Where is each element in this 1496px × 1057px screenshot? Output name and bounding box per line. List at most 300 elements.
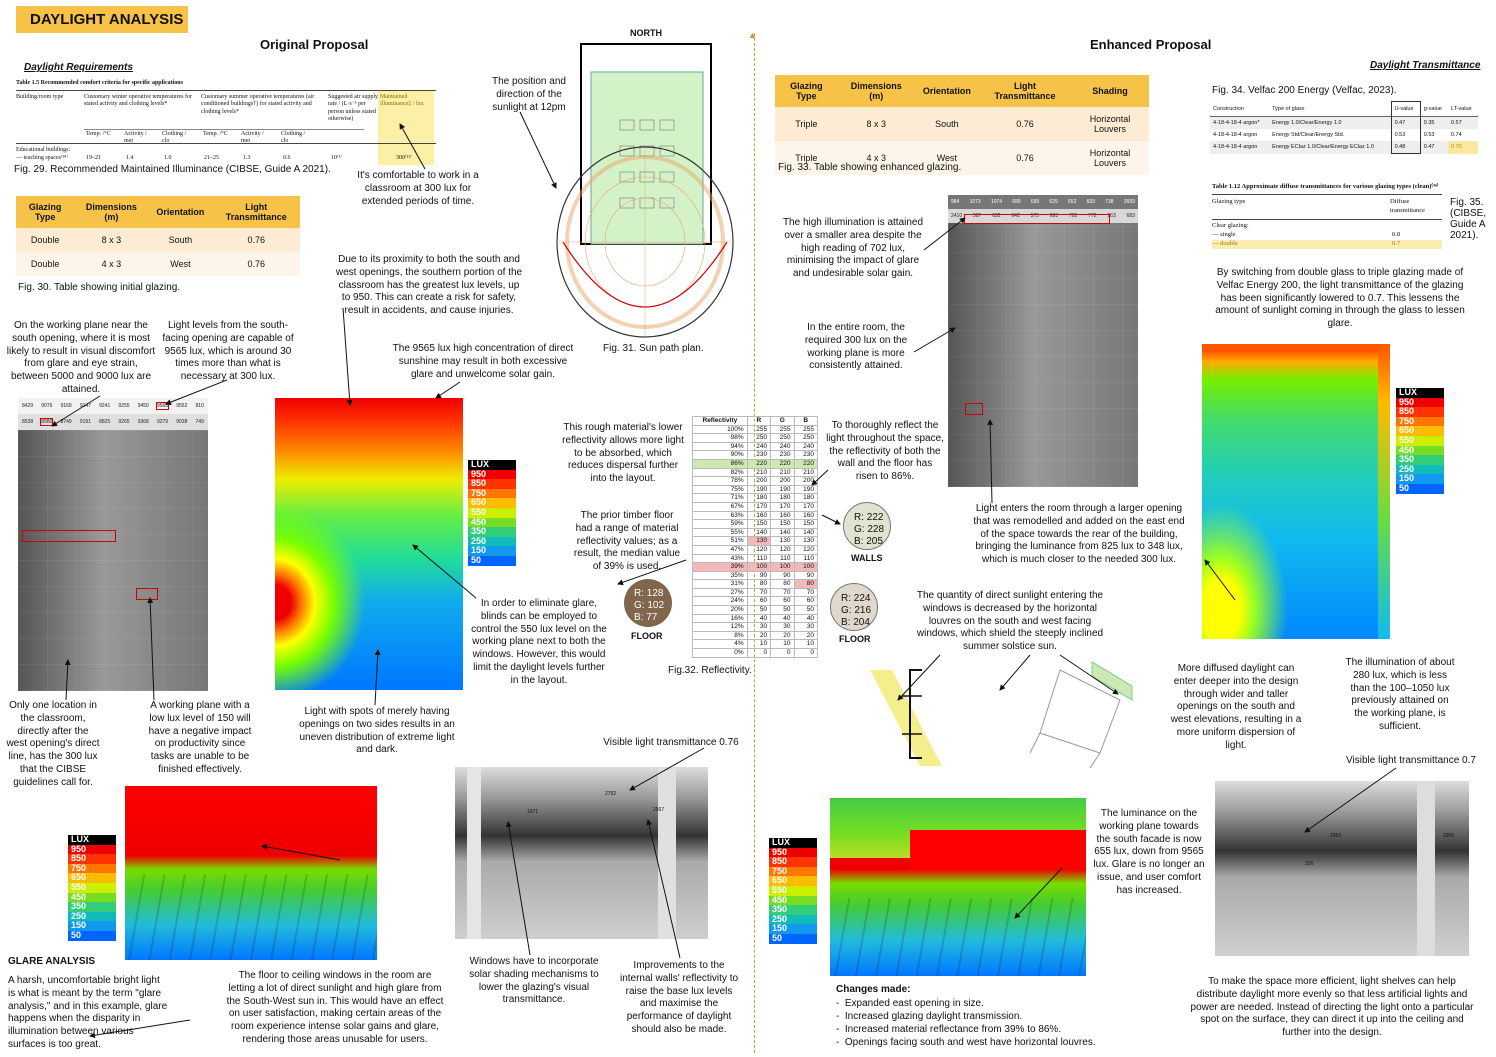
table-cell: 210 (771, 468, 794, 477)
table-cell: 30 (747, 623, 770, 632)
fig30-caption: Fig. 30. Table showing initial glazing. (18, 282, 181, 293)
table-cell: West (148, 252, 212, 276)
table-cell: 250 (747, 434, 770, 443)
table-cell: 240 (771, 442, 794, 451)
table-cell: 50 (771, 606, 794, 615)
render-label: 2363 (1330, 833, 1342, 839)
legend-title: LUX (769, 838, 817, 848)
table-cell: 10 (771, 640, 794, 649)
table-cell: 4-18-4-18-4 argon (1213, 144, 1258, 151)
note-shading: Windows have to incorporate solar shading mechanisms to lower the glazing's visual transmittance. (469, 956, 599, 1006)
table-cell: Triple (775, 141, 838, 175)
table-cell: 190 (771, 485, 794, 494)
table-cell: 120 (771, 545, 794, 554)
change-item: - Openings facing south and west have horizontal louvres. (836, 1037, 1096, 1048)
table-cell: 130 (771, 537, 794, 546)
table-cell: 0.76 (212, 228, 300, 252)
grid-value: 9265 (118, 419, 130, 425)
table-cell: 255 (771, 425, 794, 434)
table-cell: 180 (794, 494, 817, 503)
comfort-note: It's comfortable to work in a classroom at 300 lux for extended periods of time. (357, 170, 479, 207)
table-cell: 0.35 (1423, 120, 1435, 126)
table-cell: 20 (771, 631, 794, 640)
cibse-sub-act-w: Activity / met (124, 131, 147, 145)
original-heading: Original Proposal (260, 37, 369, 52)
table-cell: 70 (794, 588, 817, 597)
note-150: A working plane with a low lux level of 150 will have a negative impact on productivity since tasks are unable to be finished effectively. (148, 700, 252, 775)
note-entire-room: In the entire room, the required 300 lux on the working plane is more consistently attained. (804, 322, 908, 372)
table-cell: West (915, 141, 979, 175)
note-louvres: The quantity of direct sunlight entering the windows is decreased by the horizontal louvres on the south and west facing windows, which shield the steeply inclined summer solstice sun. (916, 590, 1104, 653)
col-header: Orientation (915, 75, 979, 107)
fig33-caption: Fig. 33. Table showing enhanced glazing. (778, 162, 962, 173)
legend-level: 750 (68, 864, 116, 874)
table-cell: 0.53 (1423, 132, 1435, 138)
table-cell: 59% (693, 520, 748, 529)
note-south-opening: On the working plane near the south opening, where it is most likely to result in visual discomfort from glare and eye strain, between 5000 and 9000 lux are attained. (6, 320, 156, 395)
table-cell: 130 (794, 537, 817, 546)
refl-note-reflect: To thoroughly reflect the light throughout the space, the reflectivity of both the wall and the floor has risen to 86%. (826, 420, 944, 483)
table-cell: 140 (747, 528, 770, 537)
table-cell: 240 (747, 442, 770, 451)
table-cell-highlight: 0.70 (1448, 141, 1478, 154)
grid-value: 749 (195, 419, 204, 425)
render-label: 2905 (1443, 833, 1455, 839)
diffuse-single-val: 0.8 (1392, 231, 1401, 239)
table-cell: 12% (693, 623, 748, 632)
table-cell: 35% (693, 571, 748, 580)
note-one-location: Only one location in the classroom, directly after the west opening's direct line, has the 300 lux that the CIBSE guidelines call for. (6, 700, 100, 788)
legend-title: LUX (468, 460, 516, 470)
table-cell: 27% (693, 588, 748, 597)
cibse-val-lux: 300⁽¹¹⁾ (396, 155, 412, 162)
table-cell: 30 (771, 623, 794, 632)
grid-value: 629 (1049, 199, 1058, 205)
legend-level: 150 (769, 924, 817, 934)
table-cell: 80 (747, 580, 770, 589)
table-cell: Energy EClaz 1.0/Clear/Energy EClaz 1.0 (1272, 144, 1374, 151)
table-cell: 31% (693, 580, 748, 589)
change-item: - Expanded east opening in size. (836, 998, 984, 1009)
table-cell: 170 (771, 502, 794, 511)
table-cell: 16% (693, 614, 748, 623)
fig32-caption: Fig.32. Reflectivity. (668, 665, 752, 676)
grid-value: 8980 (41, 419, 53, 425)
legend-level: 950 (468, 470, 516, 480)
table-cell: 255 (747, 425, 770, 434)
col-header: Orientation (148, 196, 212, 228)
table-cell: 51% (693, 537, 748, 546)
table-cell: 94% (693, 442, 748, 451)
col-header: Construction (1213, 105, 1244, 112)
table-cell: 40 (771, 614, 794, 623)
diffuse-col-value: Diffuse transmittance (1390, 198, 1426, 214)
table-cell: 250 (771, 434, 794, 443)
grid-value: 2659 (1123, 199, 1135, 205)
table-cell: 200 (771, 477, 794, 486)
grid-value: 652 (1068, 199, 1077, 205)
table-cell: 0 (794, 649, 817, 658)
table-cell: 24% (693, 597, 748, 606)
legend-level: 50 (68, 931, 116, 941)
cibse-val: 1.4 (126, 155, 134, 162)
cibse-col-lux: Maintained illuminance‡ / lux (378, 91, 434, 165)
legend-level: 750 (1396, 417, 1444, 427)
table-cell: 160 (794, 511, 817, 520)
col-header: Dimensions (m) (74, 196, 148, 228)
table-cell: 90% (693, 451, 748, 460)
diffuse-col-type: Glazing type (1212, 198, 1246, 206)
table-cell: 100 (794, 563, 817, 572)
cibse-sub-act-s: Activity / met (241, 131, 264, 145)
grid-value: 984 (951, 199, 960, 205)
table-cell: 0.47 (1423, 144, 1435, 151)
legend-level: 350 (1396, 455, 1444, 465)
legend-level: 150 (68, 921, 116, 931)
sun-note: The position and direction of the sunlight at 12pm (492, 76, 566, 113)
table-cell: Horizontal Louvers (1071, 141, 1149, 175)
grid-value: 963 (1107, 213, 1116, 219)
swatch-b: B: 205 (854, 536, 883, 547)
table-cell: 255 (794, 425, 817, 434)
change-item: - Increased glazing daylight transmission. (836, 1011, 1023, 1022)
grid-value: 689 (1012, 199, 1021, 205)
col-header: LT-value (1450, 105, 1472, 112)
table-cell: 110 (794, 554, 817, 563)
changes-heading: Changes made: (836, 984, 911, 995)
col-header: Shading (1071, 75, 1149, 107)
change-text: Increased glazing daylight transmission. (844, 1011, 1023, 1022)
table-cell: 10 (747, 640, 770, 649)
note-diffused: More diffused daylight can enter deeper into the design through wider and taller openings on the south and west elevations, resulting in a more uniform dispersion of light. (1170, 663, 1302, 751)
swatch-r: R: 224 (841, 593, 871, 604)
north-label: NORTH (630, 28, 662, 38)
col-header: Glazing Type (16, 196, 74, 228)
col-header: R (747, 417, 770, 426)
grid-value: 642 (1011, 213, 1020, 219)
table-cell: 150 (771, 520, 794, 529)
table-cell: 4% (693, 640, 748, 649)
table-cell: 50 (794, 606, 817, 615)
vlt-original: Visible light transmittance 0.76 (603, 737, 739, 748)
grid-value: 9147 (79, 403, 91, 409)
table-cell: 170 (794, 502, 817, 511)
legend-level: 150 (1396, 474, 1444, 484)
table-cell: 8% (693, 631, 748, 640)
table-cell: 110 (747, 554, 770, 563)
table-cell: 90 (771, 571, 794, 580)
legend-level: 50 (468, 556, 516, 566)
col-header: Reflectivity (693, 417, 748, 426)
requirements-heading: Daylight Requirements (24, 62, 133, 73)
diffuse-title: Table 1.12 Approximate diffuse transmittances for various glazing types (clean)⁽³⁶⁾ (1212, 183, 1439, 190)
table-cell: 0.57 (1450, 120, 1462, 126)
table-cell: 130 (747, 537, 770, 546)
walls-new-label: WALLS (851, 553, 883, 563)
table-cell: 67% (693, 502, 748, 511)
grid-value: 8538 (22, 419, 34, 425)
legend-level: 650 (468, 498, 516, 508)
table-cell: 0.76 (212, 252, 300, 276)
grid-value: 9076 (41, 403, 53, 409)
enhanced-heading: Enhanced Proposal (1090, 37, 1212, 52)
table-cell: 47% (693, 545, 748, 554)
fig31-caption: Fig. 31. Sun path plan. (603, 343, 704, 354)
table-cell: 75% (693, 485, 748, 494)
table-cell: 220 (771, 459, 794, 468)
legend-level: 350 (68, 902, 116, 912)
table-cell: 63% (693, 511, 748, 520)
table-cell: 230 (771, 451, 794, 460)
legend-title: LUX (68, 835, 116, 845)
change-item: - Increased material reflectance from 39% to 86%. (836, 1024, 1062, 1035)
col-header: Type of glass (1272, 105, 1305, 112)
note-9565: Light levels from the south-facing opening are capable of 9565 lux, which is around 30 times more than what is necessary at 300 lux. (162, 320, 294, 383)
swatch-g: G: 216 (841, 605, 872, 616)
table-cell: 0 (771, 649, 794, 658)
legend-level: 750 (468, 489, 516, 499)
cibse-val: 21–25 (204, 155, 219, 162)
note-light-shelves: To make the space more efficient, light shelves can help distribute daylight more evenly so that less artificial lights and power are needed. Instead of directing the light onto a particular spot on the surface, they can direct it up into the ceiling and further into the design. (1190, 976, 1474, 1039)
col-header: Dimensions (m) (838, 75, 915, 107)
table-cell: 4-18-4-18-4 argon* (1213, 120, 1260, 126)
legend-level: 250 (68, 912, 116, 922)
legend-level: 250 (468, 537, 516, 547)
swatch-g: G: 228 (854, 524, 885, 535)
table-cell: 78% (693, 477, 748, 486)
col-header: B (794, 417, 817, 426)
swatch-b: B: 204 (841, 617, 870, 628)
table-cell: 140 (794, 528, 817, 537)
table-cell: 170 (747, 502, 770, 511)
fig34-caption: Fig. 34. Velfac 200 Energy (Velfac, 2023). (1212, 85, 1397, 96)
table-cell: 50 (747, 606, 770, 615)
note-high-illum: The high illumination is attained over a smaller area despite the high reading of 702 lux, minimising the impact of glare and undesirable solar gain. (782, 217, 924, 280)
table-cell: 150 (794, 520, 817, 529)
grid-value: 9038 (176, 419, 188, 425)
table-cell: 100 (747, 563, 770, 572)
cibse-val: 0.6 (283, 155, 291, 162)
table-cell: 82% (693, 468, 748, 477)
grid-value: 9450 (137, 403, 149, 409)
legend-level: 50 (769, 934, 817, 944)
table-cell: 30 (794, 623, 817, 632)
table-cell: 4 x 3 (74, 252, 148, 276)
table-cell: 0% (693, 649, 748, 658)
table-cell: Energy 1.0/Clear/Energy 1.0 (1272, 120, 1342, 126)
swatch-r: R: 222 (854, 512, 884, 523)
table-cell: 40 (794, 614, 817, 623)
grid-value: 1074 (990, 199, 1003, 205)
table-cell: 190 (794, 485, 817, 494)
table-cell: 210 (747, 468, 770, 477)
table-cell: 210 (794, 468, 817, 477)
fig35-caption: Fig. 35. (CIBSE, Guide A 2021). (1450, 197, 1487, 241)
note-655: The luminance on the working plane towards the south facade is now 655 lux, down from 9565 lux. Glare is no longer an issue, and user comfort has increased. (1093, 808, 1205, 896)
grid-value: 8429 (22, 403, 34, 409)
legend-level: 350 (468, 527, 516, 537)
swatch-b: B: 77 (634, 612, 658, 623)
table-cell: Horizontal Louvers (1071, 107, 1149, 141)
cibse-col-building: Building/room type (16, 94, 64, 101)
col-header: Glazing Type (775, 75, 838, 107)
grid-value: 9565 (156, 403, 169, 409)
table-cell: 180 (747, 494, 770, 503)
grid-value: 632 (992, 213, 1001, 219)
grid-value: 9191 (79, 419, 91, 425)
col-header: Light Transmittance (979, 75, 1071, 107)
grid-value: 2410 (951, 213, 963, 219)
legend-title: LUX (1396, 388, 1444, 398)
legend-level: 750 (769, 867, 817, 877)
diffuse-group: Clear glazing: (1212, 222, 1249, 230)
note-280: The illumination of about 280 lux, which is less than the 100–1050 lux previously attained on the working plane, is sufficient. (1345, 657, 1455, 732)
grid-value: 9552 (176, 403, 188, 409)
grid-value: 738 (1105, 199, 1114, 205)
transmittance-heading: Daylight Transmittance (1370, 60, 1481, 71)
note-improvements: Improvements to the internal walls' reflectivity to raise the base lux levels and maximise the performance of daylight should also be made. (619, 960, 739, 1035)
table-cell: 180 (771, 494, 794, 503)
table-cell: 43% (693, 554, 748, 563)
divider-arrow-icon: ▲ (748, 30, 757, 40)
cibse-val: 10⁽¹⁾ (331, 155, 342, 162)
cibse-table-title: Table 1.5 Recommended comfort criteria for specific applications (16, 80, 183, 86)
grid-value: 1073 (969, 199, 981, 205)
swatch-g: G: 102 (634, 600, 665, 611)
table-cell: 220 (794, 459, 817, 468)
table-cell: 0.76 (979, 107, 1071, 141)
table-cell: 90 (747, 571, 770, 580)
table-cell: 160 (771, 511, 794, 520)
cibse-sub-temp-s: Temp. /°C (203, 131, 228, 138)
col-header: U-value (1391, 102, 1420, 117)
vlt-enhanced: Visible light transmittance 0.7 (1346, 755, 1476, 766)
table-cell: 55% (693, 528, 748, 537)
table-cell: 120 (794, 545, 817, 554)
table-cell: 60 (794, 597, 817, 606)
table-cell: 200 (747, 477, 770, 486)
legend-level: 450 (1396, 446, 1444, 456)
grid-value: 693 (1049, 213, 1059, 219)
table-cell: 190 (747, 485, 770, 494)
change-text: Openings facing south and west have horizontal louvres. (844, 1037, 1096, 1048)
cibse-col-summer: Customary summer operative temperatures (air conditioned buildings†) for stated activity and clothing levels* (201, 94, 315, 115)
table-cell: 230 (747, 451, 770, 460)
render-label: 2567 (653, 807, 665, 813)
table-cell: 4-18-4-18-4 argon (1213, 132, 1258, 138)
table-cell: 39% (693, 563, 748, 572)
grid-value: 9241 (99, 403, 111, 409)
legend-level: 950 (68, 845, 116, 855)
cibse-sub-clo-s: Clothing / clo (281, 131, 306, 145)
legend-level: 650 (68, 873, 116, 883)
note-switch: By switching from double glass to triple glazing made of Velfac Energy 200, the light transmittance of the glazing has been significantly lowered to 0.7. This lessens the amount of sunlight coming in through the glass to lessen glare. (1215, 267, 1465, 330)
table-cell: 0.74 (1450, 132, 1462, 138)
table-cell: 20 (794, 631, 817, 640)
col-header: Light Transmittance (212, 196, 300, 228)
diffuse-single: — single (1212, 231, 1236, 239)
table-cell: 10 (794, 640, 817, 649)
grid-value: 587 (972, 213, 982, 219)
grid-value: 575 (1030, 213, 1039, 219)
table-cell: 250 (794, 434, 817, 443)
table-cell: 4 x 3 (838, 141, 915, 175)
table-cell: Triple (775, 107, 838, 141)
table-cell: 200 (794, 477, 817, 486)
table-cell: 100% (693, 425, 748, 434)
table-cell: 20% (693, 606, 748, 615)
note-proximity: Due to its proximity to both the south and west openings, the southern portion of the classroom has the greatest lux levels, up to 950. This can create a risk for safety, result in accidents, and cause injuries. (335, 254, 523, 317)
grid-value: 693 (1086, 199, 1095, 205)
floor-new-label: FLOOR (839, 634, 871, 644)
legend-level: 250 (769, 915, 817, 925)
table-cell: 80 (794, 580, 817, 589)
cibse-sub-temp-w: Temp. /°C (86, 131, 111, 138)
table-cell: 140 (771, 528, 794, 537)
glare-heading: GLARE ANALYSIS (8, 956, 96, 967)
grid-value: 9279 (156, 419, 169, 425)
grid-value: 699 (1030, 199, 1040, 205)
table-cell: 8 x 3 (838, 107, 915, 141)
table-cell: 60 (771, 597, 794, 606)
render-label: 1971 (527, 809, 539, 815)
grid-value: 9169 (60, 403, 72, 409)
page-title: DAYLIGHT ANALYSIS (16, 6, 188, 33)
legend-level: 450 (769, 896, 817, 906)
grid-value: 772 (1088, 213, 1097, 219)
glare-text: A harsh, uncomfortable bright light is what is meant by the term "glare analysis," and in this example, glare happens when the disparity in illumination between various surfaces is too great. (8, 975, 168, 1050)
table-cell: 0.47 (1391, 117, 1420, 130)
grid-value: 8749 (60, 419, 72, 425)
cibse-col-air: Suggested air supply rate / (L·s⁻¹ per person unless stated otherwise) (328, 94, 378, 122)
table-cell: 0.53 (1391, 129, 1420, 141)
legend-level: 450 (68, 893, 116, 903)
table-cell: 86% (693, 459, 748, 468)
legend-level: 850 (769, 857, 817, 867)
legend-level: 850 (468, 479, 516, 489)
legend-level: 550 (68, 883, 116, 893)
floor-old-label: FLOOR (631, 631, 663, 641)
table-cell: 20 (747, 631, 770, 640)
legend-level: 250 (1396, 465, 1444, 475)
cibse-col-winter: Customary winter operative temperatures for stated activity and clothing levels* (84, 94, 192, 108)
legend-level: 350 (769, 905, 817, 915)
table-cell: 98% (693, 434, 748, 443)
legend-level: 650 (1396, 426, 1444, 436)
table-cell: Energy Std/Clear/Energy Std. (1272, 132, 1345, 138)
note-blinds: In order to eliminate glare, blinds can be employed to control the 550 lux level on the working plane next to both the windows. However, this would limit the daylight levels further in the layout. (471, 598, 607, 686)
legend-level: 150 (468, 546, 516, 556)
table-cell: 150 (747, 520, 770, 529)
table-cell: 70 (747, 588, 770, 597)
table-cell: 40 (747, 614, 770, 623)
table-cell: South (148, 228, 212, 252)
cibse-row-label: — teaching spaces⁽¹⁸⁾ (16, 155, 68, 162)
grid-value: 702 (1069, 213, 1078, 219)
fig29-caption: Fig. 29. Recommended Maintained Illuminance (CIBSE, Guide A 2021). (14, 164, 331, 175)
table-cell: South (915, 107, 979, 141)
col-header: g-value (1423, 105, 1442, 112)
grid-value: 910 (195, 403, 204, 409)
note-larger-opening: Light enters the room through a larger opening that was remodelled and added on the east end of the space towards the rear of the building, bringing the luminance from 825 lux to 348 lux, which is much closer to the needed 300 lux. (973, 503, 1185, 566)
table-cell: 0.48 (1391, 141, 1420, 154)
cibse-sub-clo-w: Clothing / clo (162, 131, 187, 145)
change-text: Expanded east opening in size. (844, 998, 984, 1009)
legend-level: 550 (468, 508, 516, 518)
table-cell: 70 (771, 588, 794, 597)
note-floor-ceiling: The floor to ceiling windows in the room are letting a lot of direct sunlight and high glare from the South-West sun in. This would have an effect on user satisfaction, making certain areas of the room experience intense solar gains and glare, rendering those areas unusable for users. (226, 970, 444, 1045)
legend-level: 550 (769, 886, 817, 896)
